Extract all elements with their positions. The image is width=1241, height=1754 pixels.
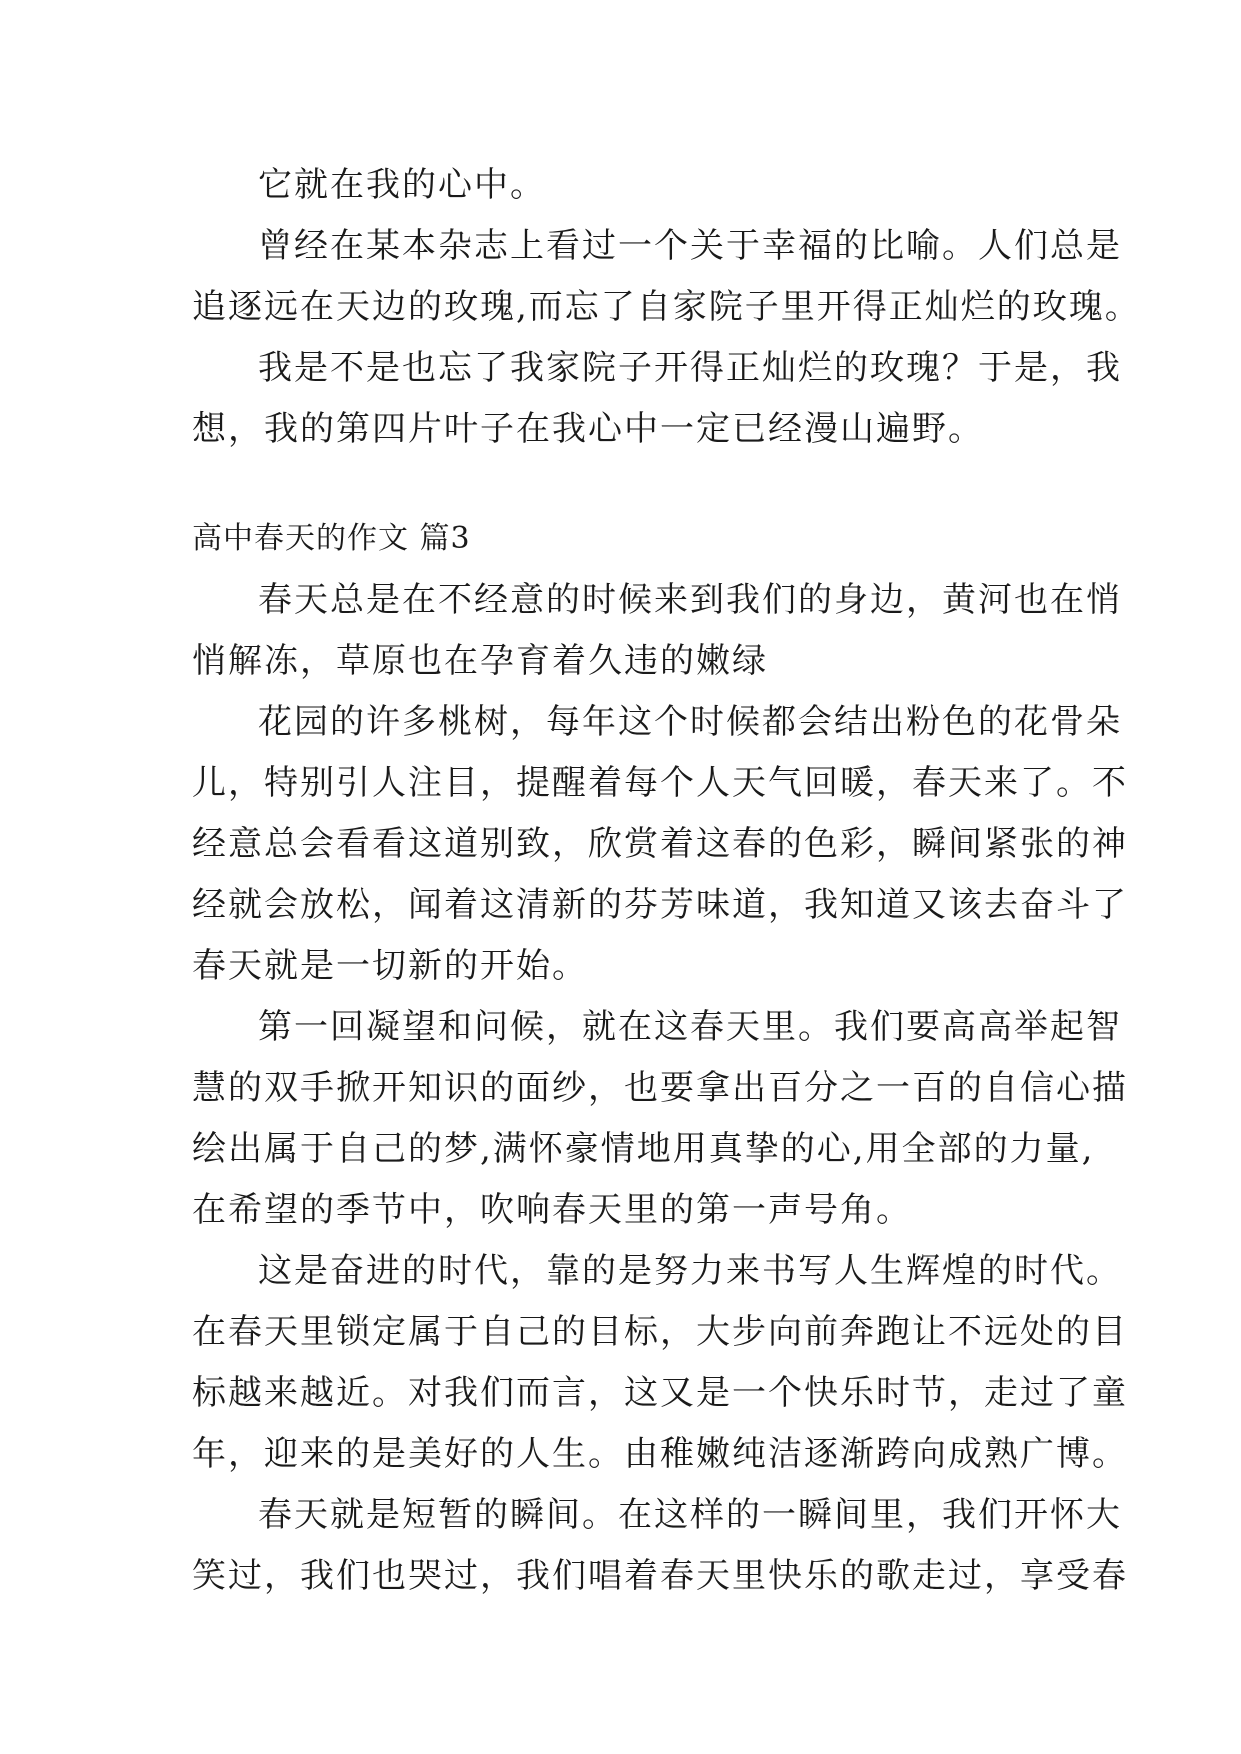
paragraph-line: 花园的许多桃树，每年这个时候都会结出粉色的花骨朵 [258, 702, 1122, 742]
paragraph-line: 在春天里锁定属于自己的目标，大步向前奔跑让不远处的目 [192, 1312, 1128, 1352]
paragraph-line: 曾经在某本杂志上看过一个关于幸福的比喻。人们总是 [258, 226, 1122, 266]
paragraph-line: 经就会放松，闻着这清新的芬芳味道，我知道又该去奋斗了 [192, 885, 1128, 925]
paragraph-line: 春天总是在不经意的时候来到我们的身边，黄河也在悄 [258, 580, 1122, 620]
paragraph-line: 这是奋进的时代，靠的是努力来书写人生辉煌的时代。 [258, 1251, 1122, 1291]
paragraph-line: 我是不是也忘了我家院子开得正灿烂的玫瑰？于是，我 [258, 348, 1122, 388]
paragraph-line: 儿，特别引人注目，提醒着每个人天气回暖，春天来了。不 [192, 763, 1128, 803]
paragraph-line: 经意总会看看这道别致，欣赏着这春的色彩，瞬间紧张的神 [192, 824, 1128, 864]
paragraph-line: 标越来越近。对我们而言，这又是一个快乐时节，走过了童 [192, 1373, 1128, 1413]
paragraph-line: 追逐远在天边的玫瑰,而忘了自家院子里开得正灿烂的玫瑰。 [192, 287, 1141, 327]
paragraph-line: 慧的双手掀开知识的面纱，也要拿出百分之一百的自信心描 [192, 1068, 1128, 1108]
paragraph-line: 它就在我的心中。 [258, 165, 546, 205]
paragraph-line: 绘出属于自己的梦,满怀豪情地用真挚的心,用全部的力量, [192, 1129, 1095, 1169]
paragraph-line: 悄解冻，草原也在孕育着久违的嫩绿 [192, 641, 768, 681]
paragraph-line: 年，迎来的是美好的人生。由稚嫩纯洁逐渐跨向成熟广博。 [192, 1434, 1128, 1474]
paragraph-line: 笑过，我们也哭过，我们唱着春天里快乐的歌走过，享受春 [192, 1556, 1128, 1596]
paragraph-line: 春天就是一切新的开始。 [192, 946, 588, 986]
paragraph-line: 在希望的季节中，吹响春天里的第一声号角。 [192, 1190, 912, 1230]
paragraph-line: 想，我的第四片叶子在我心中一定已经漫山遍野。 [192, 409, 984, 449]
section-heading: 高中春天的作文 篇3 [192, 521, 471, 556]
paragraph-line: 春天就是短暂的瞬间。在这样的一瞬间里，我们开怀大 [258, 1495, 1122, 1535]
paragraph-line: 第一回凝望和问候，就在这春天里。我们要高高举起智 [258, 1007, 1122, 1047]
